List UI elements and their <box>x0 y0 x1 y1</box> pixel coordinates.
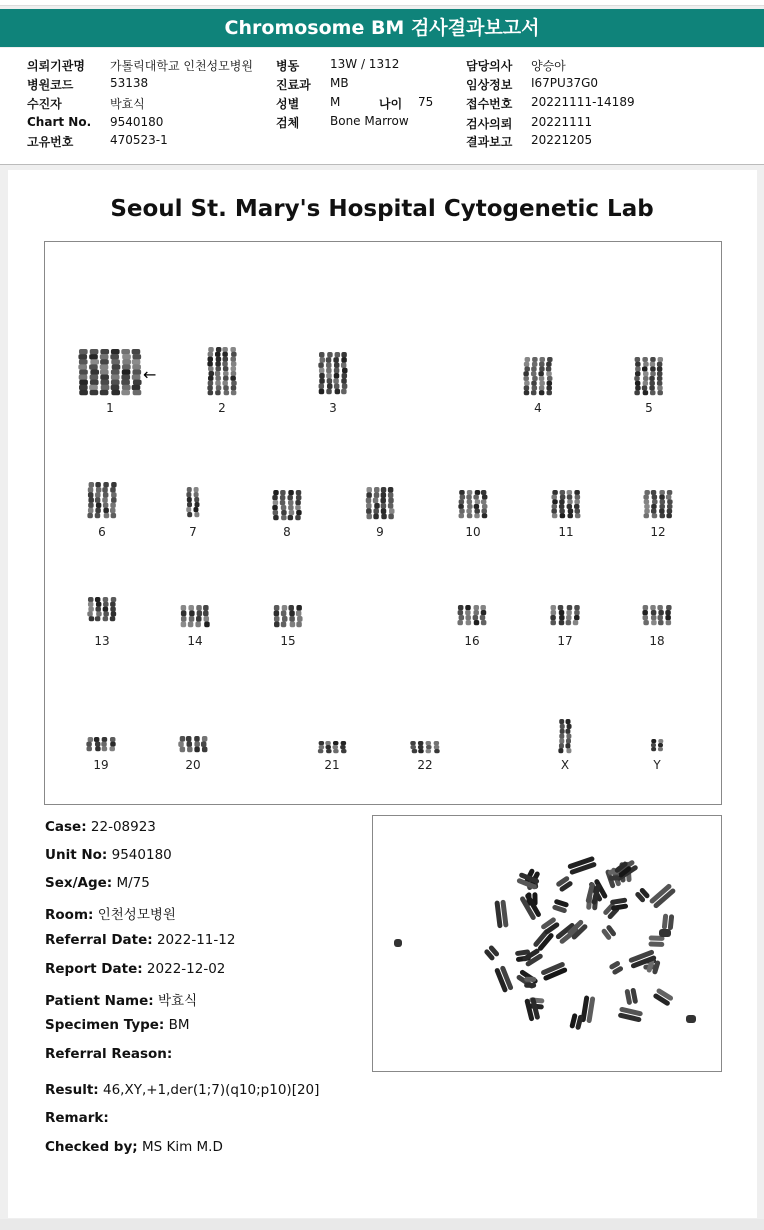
metaphase-panel <box>372 815 722 1072</box>
value-clinical-info: I67PU37G0 <box>531 76 599 90</box>
chromosome-2 <box>207 347 236 395</box>
metaphase-chromosome <box>532 928 554 952</box>
chromosome-label-11: 11 <box>558 525 574 539</box>
metaphase-spread-image <box>373 816 721 1071</box>
chromosome-label-18: 18 <box>649 634 665 648</box>
value-hospital-code: 53138 <box>110 76 149 90</box>
chromosome-label-21: 21 <box>324 758 340 772</box>
row-patient-name: Patient Name: 박효식 <box>45 993 198 1009</box>
value-specimen: Bone Marrow <box>330 114 409 128</box>
chromosome-label-9: 9 <box>376 525 384 539</box>
label-hospital-code: 병원코드 <box>27 78 74 92</box>
value-accession-no: 20221111-14189 <box>531 95 635 109</box>
label-ward: 병동 <box>276 59 300 73</box>
metaphase-chromosome <box>555 875 573 892</box>
value-department: MB <box>330 76 349 90</box>
value-ward: 13W / 1312 <box>330 57 400 71</box>
chromosome-15 <box>274 605 303 627</box>
chromosome-label-17: 17 <box>557 634 573 648</box>
chromosome-7 <box>186 487 199 517</box>
chromosome-21 <box>318 741 347 753</box>
chromosome-Y <box>651 739 663 751</box>
chromosome-1 <box>78 349 141 395</box>
row-referral-date: Referral Date: 2022-11-12 <box>45 932 236 948</box>
chromosome-label-15: 15 <box>280 634 296 648</box>
bottom-border <box>0 1219 764 1230</box>
chromosome-label-6: 6 <box>98 525 106 539</box>
label-patient: 수진자 <box>27 97 62 111</box>
chromosome-10 <box>458 490 487 518</box>
metaphase-chromosome <box>552 899 570 914</box>
row-case: Case: 22-08923 <box>45 819 156 835</box>
row-result: Result: 46,XY,+1,der(1;7)(q10;p10)[20] <box>45 1082 320 1098</box>
chromosome-label-3: 3 <box>329 401 337 415</box>
label-chart-no: Chart No. <box>27 115 92 129</box>
top-border <box>0 0 764 6</box>
chromosome-label-5: 5 <box>645 401 653 415</box>
label-request-date: 검사의뢰 <box>466 117 513 131</box>
label-physician: 담당의사 <box>466 59 513 73</box>
chromosome-13 <box>87 597 116 621</box>
row-referral-reason: Referral Reason: <box>45 1046 173 1062</box>
value-result-date: 20221205 <box>531 133 593 147</box>
chromosome-label-20: 20 <box>185 758 201 772</box>
metaphase-chromosome <box>652 988 674 1007</box>
chromosome-label-Y: Y <box>653 758 661 772</box>
chromosome-12 <box>643 490 672 518</box>
label-requesting-institution: 의뢰기관명 <box>27 59 85 73</box>
chromosome-label-22: 22 <box>417 758 433 772</box>
label-sex: 성별 <box>276 97 300 111</box>
chromosome-label-2: 2 <box>218 401 226 415</box>
chromosome-22 <box>410 741 439 753</box>
chromosome-17 <box>550 605 579 625</box>
metaphase-chromosome <box>634 887 650 903</box>
chromosome-label-7: 7 <box>189 525 197 539</box>
chromosome-label-12: 12 <box>650 525 666 539</box>
report-banner: Chromosome BM 검사결과보고서 <box>0 9 764 47</box>
value-physician: 양승아 <box>531 59 566 73</box>
metaphase-chromosome <box>494 900 508 929</box>
metaphase-chromosome <box>624 988 638 1006</box>
chromosome-label-8: 8 <box>283 525 291 539</box>
karyogram-image <box>45 242 721 804</box>
metaphase-chromosome <box>585 882 601 905</box>
row-remark: Remark: <box>45 1110 109 1126</box>
label-clinical-info: 임상정보 <box>466 78 513 92</box>
chromosome-18 <box>642 605 671 625</box>
row-checked-by: Checked by; MS Kim M.D <box>45 1139 223 1155</box>
row-unit-no: Unit No: 9540180 <box>45 847 172 863</box>
metaphase-chromosome <box>608 960 623 975</box>
chromosome-3 <box>318 352 347 394</box>
chromosome-5 <box>634 357 663 395</box>
metaphase-chromosome <box>618 1006 644 1022</box>
row-sex-age: Sex/Age: M/75 <box>45 875 150 891</box>
label-specimen: 검체 <box>276 116 300 130</box>
chromosome-11 <box>551 490 580 518</box>
row-specimen-type: Specimen Type: BM <box>45 1017 190 1033</box>
label-unique-no: 고유번호 <box>27 135 74 149</box>
value-request-date: 20221111 <box>531 115 593 129</box>
metaphase-chromosome <box>483 944 500 961</box>
chromosome-9 <box>366 487 395 519</box>
metaphase-chromosome <box>494 965 514 993</box>
chromosome-label-1: 1 <box>106 401 114 415</box>
label-result-date: 결과보고 <box>466 135 513 149</box>
value-requesting-institution: 가톨릭대학교 인천성모병원 <box>110 59 253 73</box>
value-chart-no: 9540180 <box>110 115 164 129</box>
metaphase-chromosome <box>394 939 402 947</box>
chromosome-label-10: 10 <box>465 525 481 539</box>
chromosome-8 <box>272 490 301 520</box>
chromosome-16 <box>457 605 486 625</box>
metaphase-chromosome <box>569 1013 583 1030</box>
metaphase-chromosome <box>686 1015 696 1023</box>
row-report-date: Report Date: 2022-12-02 <box>45 961 226 977</box>
metaphase-chromosome <box>610 897 629 911</box>
row-room: Room: 인천성모병원 <box>45 907 176 923</box>
chromosome-X <box>558 719 571 753</box>
label-accession-no: 접수번호 <box>466 97 513 111</box>
value-unique-no: 470523-1 <box>110 133 168 147</box>
chromosome-label-13: 13 <box>94 634 110 648</box>
value-sex: M <box>330 95 341 109</box>
chromosome-6 <box>87 482 116 518</box>
label-department: 진료과 <box>276 78 311 92</box>
chromosome-label-X: X <box>560 758 570 772</box>
metaphase-chromosome <box>662 913 675 930</box>
metaphase-chromosome <box>659 929 671 937</box>
metaphase-chromosome <box>602 902 620 920</box>
chromosome-label-14: 14 <box>187 634 203 648</box>
metaphase-chromosome <box>540 961 568 981</box>
label-age: 나이 <box>379 97 403 111</box>
chromosome-14 <box>181 605 210 627</box>
chromosome-label-19: 19 <box>93 758 109 772</box>
patient-info-table <box>0 48 764 165</box>
value-patient: 박효식 <box>110 97 145 111</box>
chromosome-label-4: 4 <box>534 401 542 415</box>
metaphase-chromosome <box>648 935 664 947</box>
karyogram-panel <box>44 241 722 805</box>
metaphase-chromosome <box>567 856 597 875</box>
metaphase-chromosome <box>649 883 677 909</box>
chromosome-20 <box>178 736 207 752</box>
chromosome-label-16: 16 <box>464 634 480 648</box>
value-age: 75 <box>418 95 434 109</box>
metaphase-chromosome <box>601 924 617 941</box>
lab-title: Seoul St. Mary's Hospital Cytogenetic Lab <box>110 196 654 222</box>
chromosome-19 <box>86 737 115 751</box>
metaphase-chromosome <box>519 893 542 921</box>
chromosome-4 <box>523 357 552 395</box>
abnormality-arrow-icon: ← <box>143 365 157 384</box>
